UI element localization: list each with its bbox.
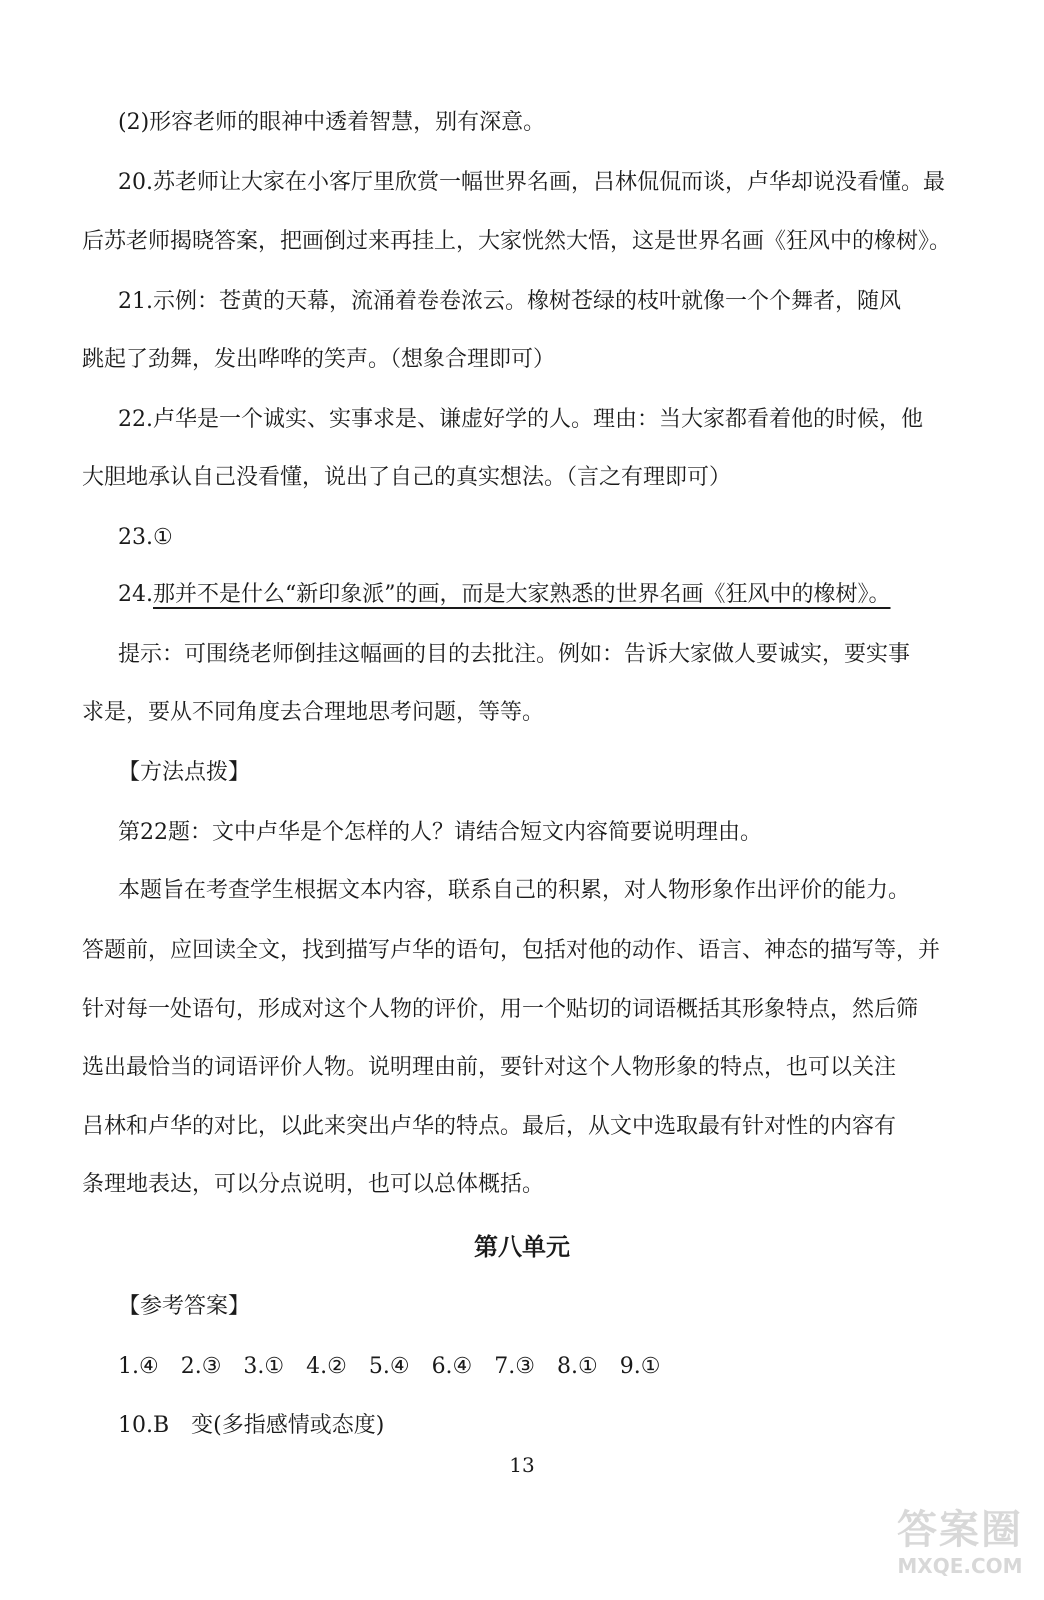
- answer-22-line2: 大胆地承认自己没看懂，说出了自己的真实想法。（言之有理即可）: [82, 465, 732, 490]
- method-para-line4: 选出最恰当的词语评价人物。说明理由前，要针对这个人物形象的特点，也可以关注: [82, 1055, 897, 1080]
- answers-1-to-9: 1.④ 2.③ 3.① 4.② 5.④ 6.④ 7.③ 8.① 9.①: [118, 1354, 661, 1379]
- answer-19-2: (2)形容老师的眼神中透着智慧，别有深意。: [118, 110, 546, 135]
- answer-24-underlined-text: 那并不是什么“新印象派”的画，而是大家熟悉的世界名画《狂风中的橡树》。: [153, 582, 891, 607]
- method-para-line2: 答题前，应回读全文，找到描写卢华的语句，包括对他的动作、语言、神态的描写等，并: [82, 938, 941, 963]
- answer-21-line2: 跳起了劲舞，发出哗哗的笑声。（想象合理即可）: [82, 347, 556, 372]
- watermark-logo: [890, 1506, 1030, 1590]
- method-para-line6: 条理地表达，可以分点说明，也可以总体概括。: [82, 1172, 545, 1197]
- method-question-22: 第22题：文中卢华是个怎样的人？请结合短文内容简要说明理由。: [118, 820, 762, 845]
- hint-line1: 提示：可围绕老师倒挂这幅画的目的去批注。例如：告诉大家做人要诚实，要实事: [118, 642, 911, 667]
- page-number: 13: [509, 1453, 535, 1477]
- answer-20-line2: 后苏老师揭晓答案，把画倒过来再挂上，大家恍然大悟，这是世界名画《狂风中的橡树》。: [82, 229, 952, 254]
- method-tip-heading: 【方法点拨】: [118, 760, 251, 785]
- method-para-line1: 本题旨在考查学生根据文本内容，联系自己的积累，对人物形象作出评价的能力。: [118, 878, 911, 903]
- watermark-url: MXQE.COM: [897, 1554, 1023, 1578]
- answer-23: 23.①: [118, 525, 173, 550]
- reference-answers-heading: 【参考答案】: [118, 1294, 251, 1319]
- answer-24: [118, 580, 891, 610]
- answer-21-line1: 21.示例：苍黄的天幕，流涌着卷卷浓云。橡树苍绿的枝叶就像一个个舞者，随风: [118, 289, 901, 314]
- answer-20-line1: 20.苏老师让大家在小客厅里欣赏一幅世界名画，吕林侃侃而谈，卢华却说没看懂。最: [118, 170, 945, 195]
- method-para-line3: 针对每一处语句，形成对这个人物的评价，用一个贴切的词语概括其形象特点，然后筛: [82, 997, 919, 1022]
- watermark-title: 答案圈: [897, 1507, 1023, 1553]
- unit-heading: 第八单元: [474, 1233, 570, 1261]
- hint-line2: 求是，要从不同角度去合理地思考问题，等等。: [82, 700, 545, 725]
- answer-24-number: 24.: [118, 582, 153, 607]
- answer-22-line1: 22.卢华是一个诚实、实事求是、谦虚好学的人。理由：当大家都看着他的时候，他: [118, 407, 923, 432]
- method-para-line5: 吕林和卢华的对比，以此来突出卢华的特点。最后，从文中选取最有针对性的内容有: [82, 1114, 897, 1139]
- answer-10: 10.B 变(多指感情或态度): [118, 1413, 385, 1438]
